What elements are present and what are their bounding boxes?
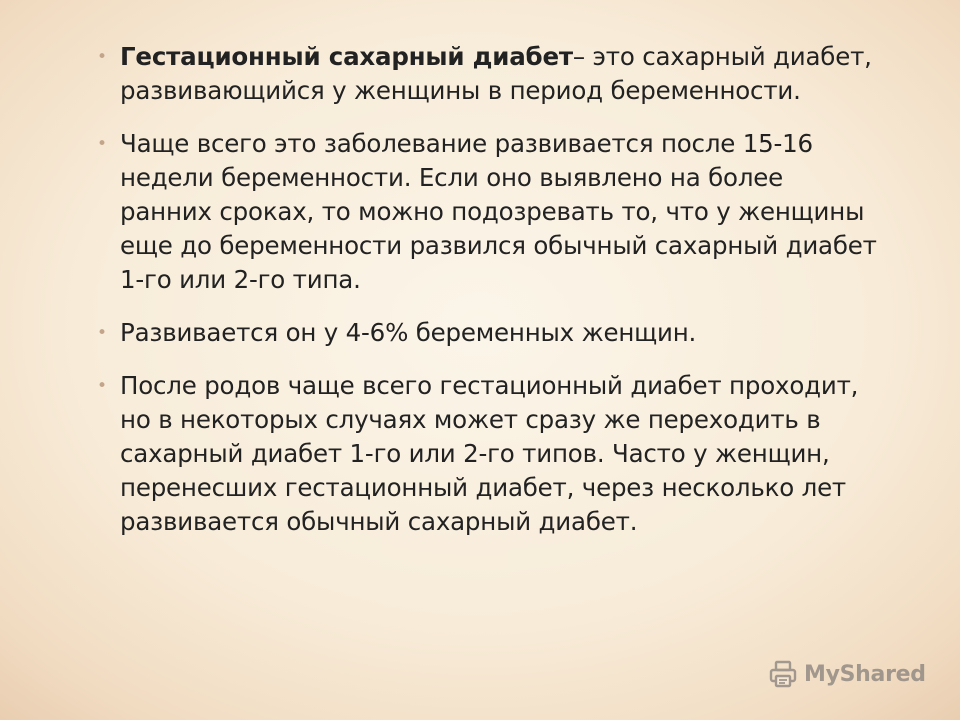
bullet-text: После родов чаще всего гестационный диабет проходит, но в некоторых случаях может сразу же переходить в сахарный диабет 1-го или 2-го типов. Часто у женщин, перенесших гестационный диабет, через несколько лет развивается обычный сахарный диабет.: [120, 371, 859, 536]
bullet-item-onset: [97, 127, 877, 297]
bullet-marker: •: [97, 47, 107, 67]
printer-icon: [768, 659, 798, 689]
bullet-list: [97, 40, 877, 539]
bullet-item-definition: [97, 40, 877, 108]
bullet-marker: •: [97, 134, 107, 154]
bullet-item-outcome: [97, 369, 877, 539]
watermark-text: MyShared: [804, 661, 926, 687]
bullet-item-prevalence: [97, 316, 877, 350]
watermark: [768, 658, 926, 690]
bullet-text: Развивается он у 4-6% беременных женщин.: [120, 318, 697, 347]
definition-text: – это сахарный диабет, развивающийся у женщины в период беременности.: [120, 42, 872, 105]
bullet-text: Чаще всего это заболевание развивается после 15-16 недели беременности. Если оно выявлено на более ранних сроках, то можно подозревать то, что у женщины еще до беременности развился обычный сахарный диабет 1-го или 2-го типа.: [120, 129, 877, 294]
bullet-text: [120, 40, 877, 108]
term-bold: Гестационный сахарный диабет: [120, 42, 573, 71]
bullet-marker: •: [97, 376, 107, 396]
bullet-marker: •: [97, 323, 107, 343]
